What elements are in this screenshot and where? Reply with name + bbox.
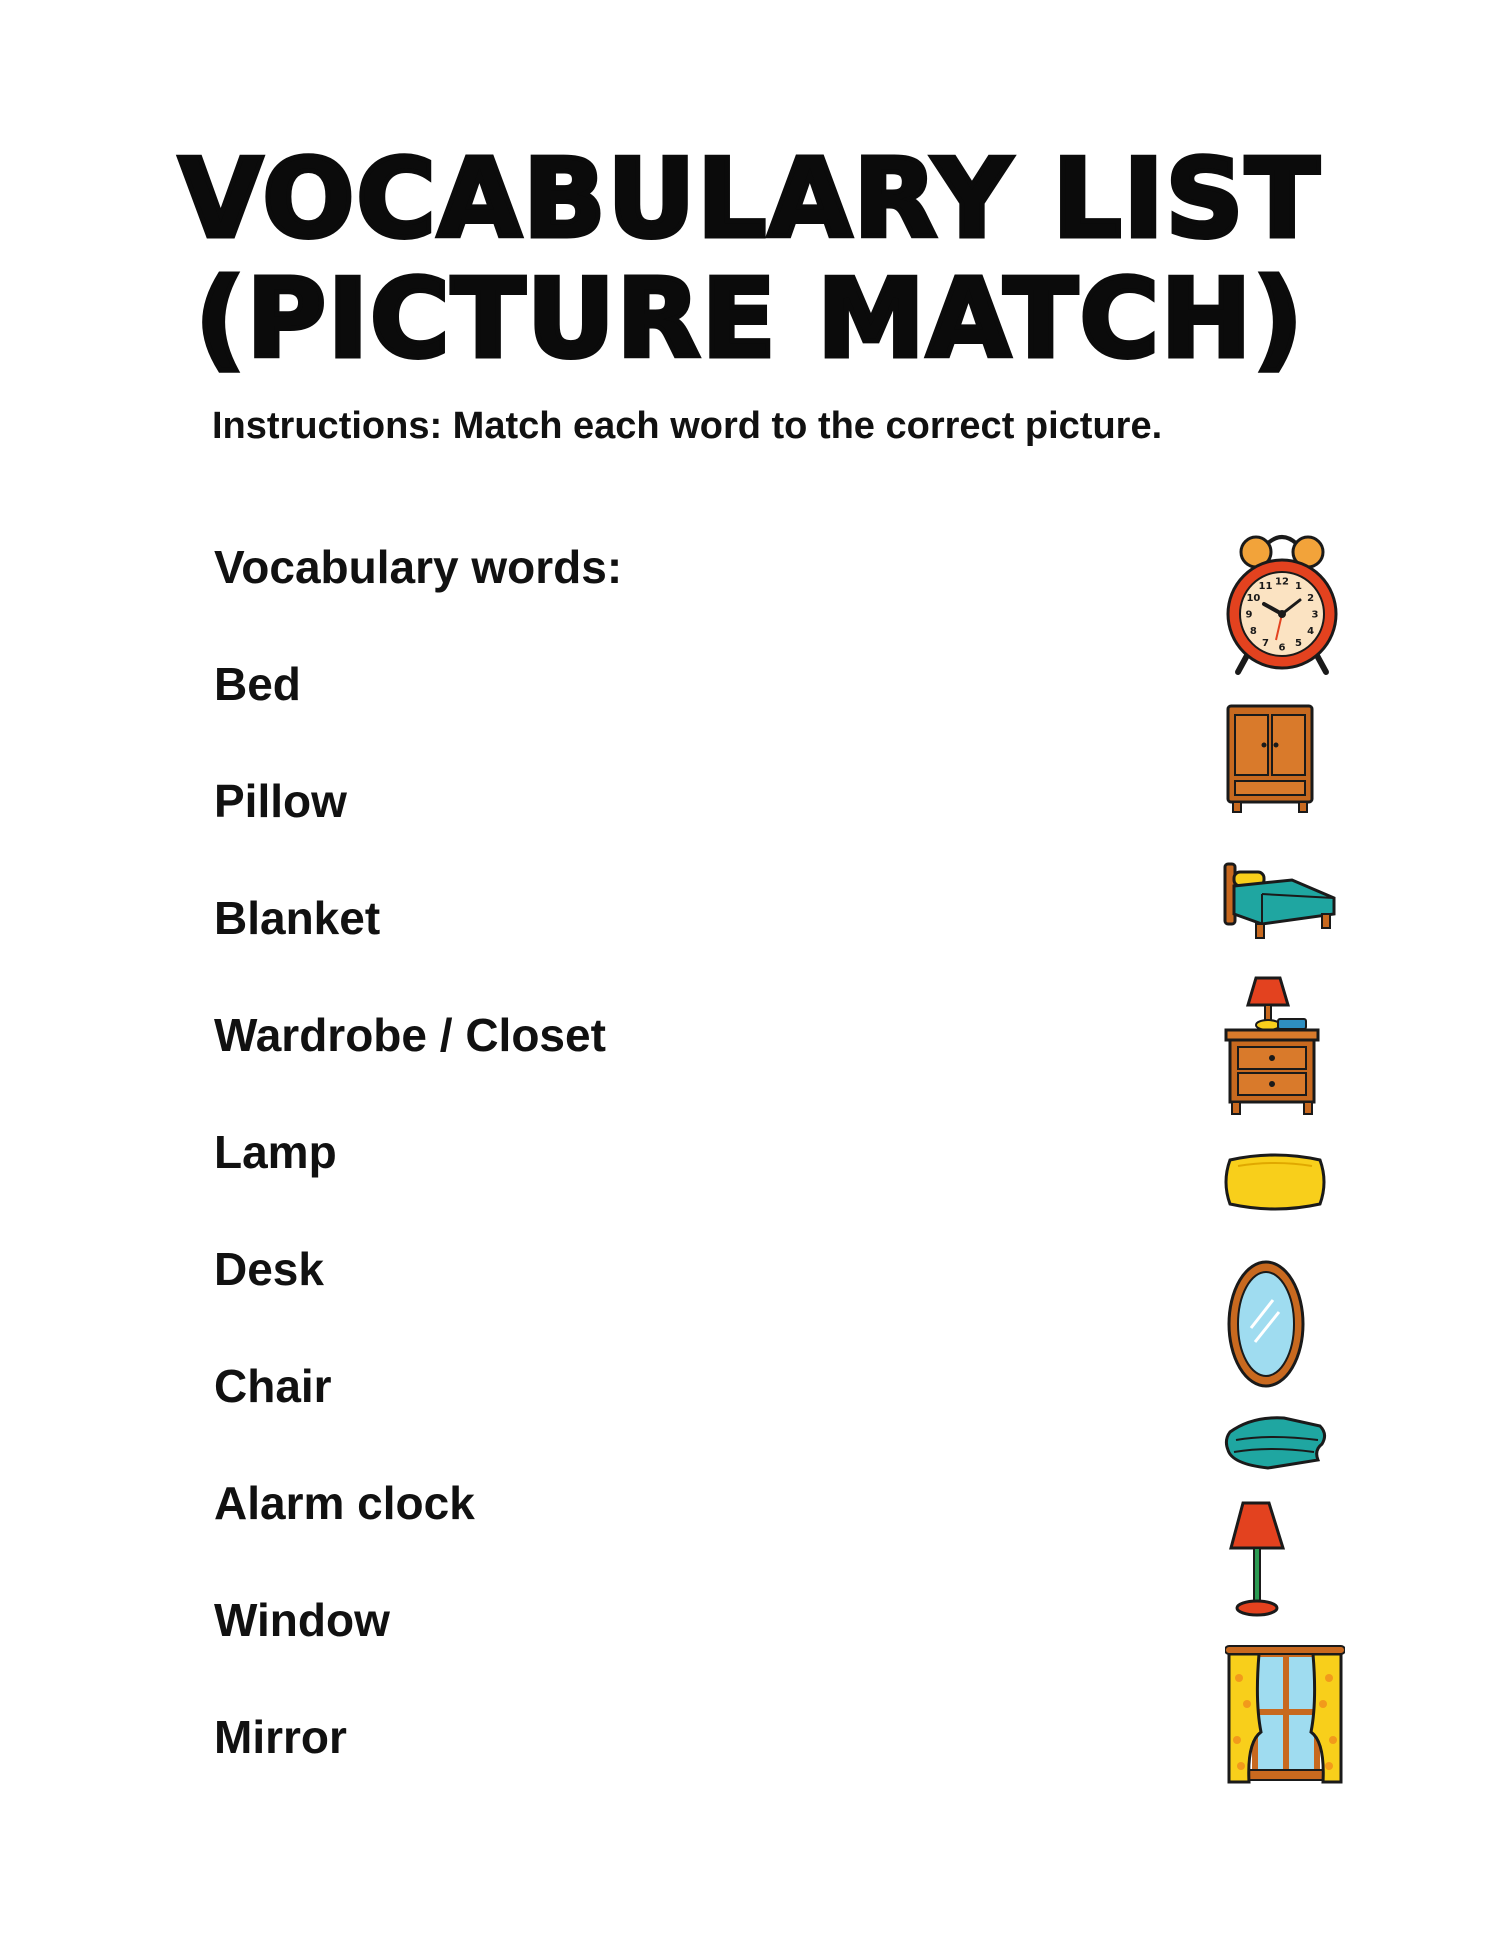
clock-number: 5 [1295,638,1302,650]
bed-icon [1222,858,1338,942]
vocabulary-heading: Vocabulary words: [214,541,623,593]
word-blanket: Blanket [214,892,381,944]
word-desk: Desk [214,1243,324,1295]
word-mirror: Mirror [214,1711,347,1763]
clock-number: 4 [1307,626,1315,637]
title-line-2: (PICTURE MATCH) [195,257,1305,382]
window-icon [1225,1642,1345,1786]
clock-number: 10 [1246,593,1261,604]
nightstand-lamp-icon [1222,975,1322,1117]
wardrobe-icon [1225,703,1315,815]
word-pillow: Pillow [214,775,347,827]
clock-number: 12 [1275,576,1289,588]
clock-number: 1 [1295,580,1302,592]
clock-number: 9 [1245,609,1253,621]
clock-number: 8 [1249,626,1257,637]
clock-number: 3 [1311,609,1319,621]
pillow-icon [1222,1150,1328,1214]
word-chair: Chair [214,1360,332,1412]
word-lamp: Lamp [214,1126,337,1178]
word-bed: Bed [214,658,301,710]
word-alarm-clock: Alarm clock [214,1477,475,1529]
word-wardrobe: Wardrobe / Closet [214,1009,606,1061]
clock-number: 7 [1262,638,1269,650]
instructions-text: Instructions: Match each word to the correct picture. [212,405,1163,447]
folded-blanket-icon [1222,1410,1330,1474]
mirror-icon [1225,1258,1307,1390]
clock-number: 6 [1278,642,1286,654]
title-line-1: VOCABULARY LIST [178,137,1322,262]
floor-lamp-icon [1225,1500,1291,1618]
alarm-clock-icon [1222,530,1342,678]
word-window: Window [214,1594,390,1646]
clock-number: 2 [1307,593,1315,604]
clock-number: 11 [1258,580,1273,592]
